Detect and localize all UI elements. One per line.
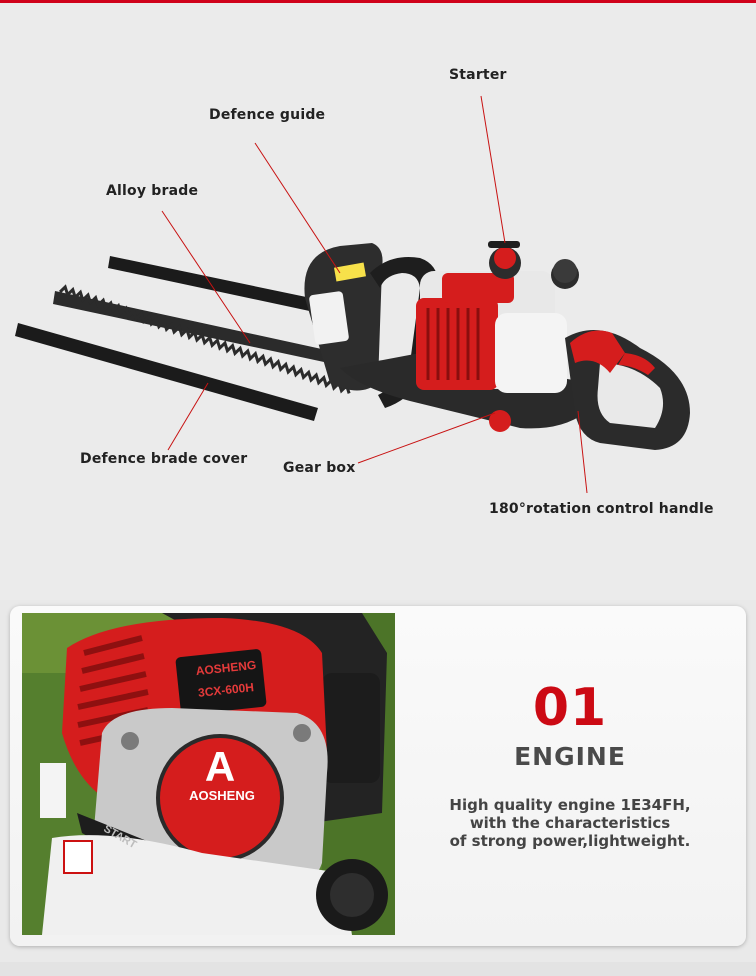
feature-description-line: High quality engine 1E34FH, <box>449 796 691 814</box>
logo-text: AOSHENG <box>189 788 255 803</box>
feature-description <box>395 796 745 850</box>
feature-number: 01 <box>532 678 608 738</box>
logo-letter: A <box>204 743 236 790</box>
bottom-strip <box>0 962 756 976</box>
blade-cover-bottom <box>15 323 318 421</box>
feature-description-line: of strong power,lightweight. <box>449 832 691 850</box>
gear-box-cap <box>489 410 511 432</box>
feature-title: ENGINE <box>514 742 626 771</box>
feature-description-line: with the characteristics <box>469 814 671 832</box>
blade-cover-top <box>108 256 335 316</box>
feature-card <box>10 606 746 946</box>
callout-gear-box: Gear box <box>283 460 356 476</box>
callout-defence-guide: Defence guide <box>209 107 326 123</box>
rear-handle <box>565 330 690 450</box>
callout-defence-brade-cover: Defence brade cover <box>80 451 248 467</box>
callout-starter: Starter <box>449 67 507 83</box>
callout-alloy-brade: Alloy brade <box>106 183 199 199</box>
label-brand: AOSHENG <box>195 657 257 679</box>
label-model: 3CX-600H <box>197 680 255 700</box>
callout-rotation-handle: 180°rotation control handle <box>489 501 714 517</box>
product-diagram <box>0 3 756 600</box>
start-handle-label: START <box>101 822 139 852</box>
engine-photo <box>22 613 395 935</box>
engine <box>416 241 579 393</box>
